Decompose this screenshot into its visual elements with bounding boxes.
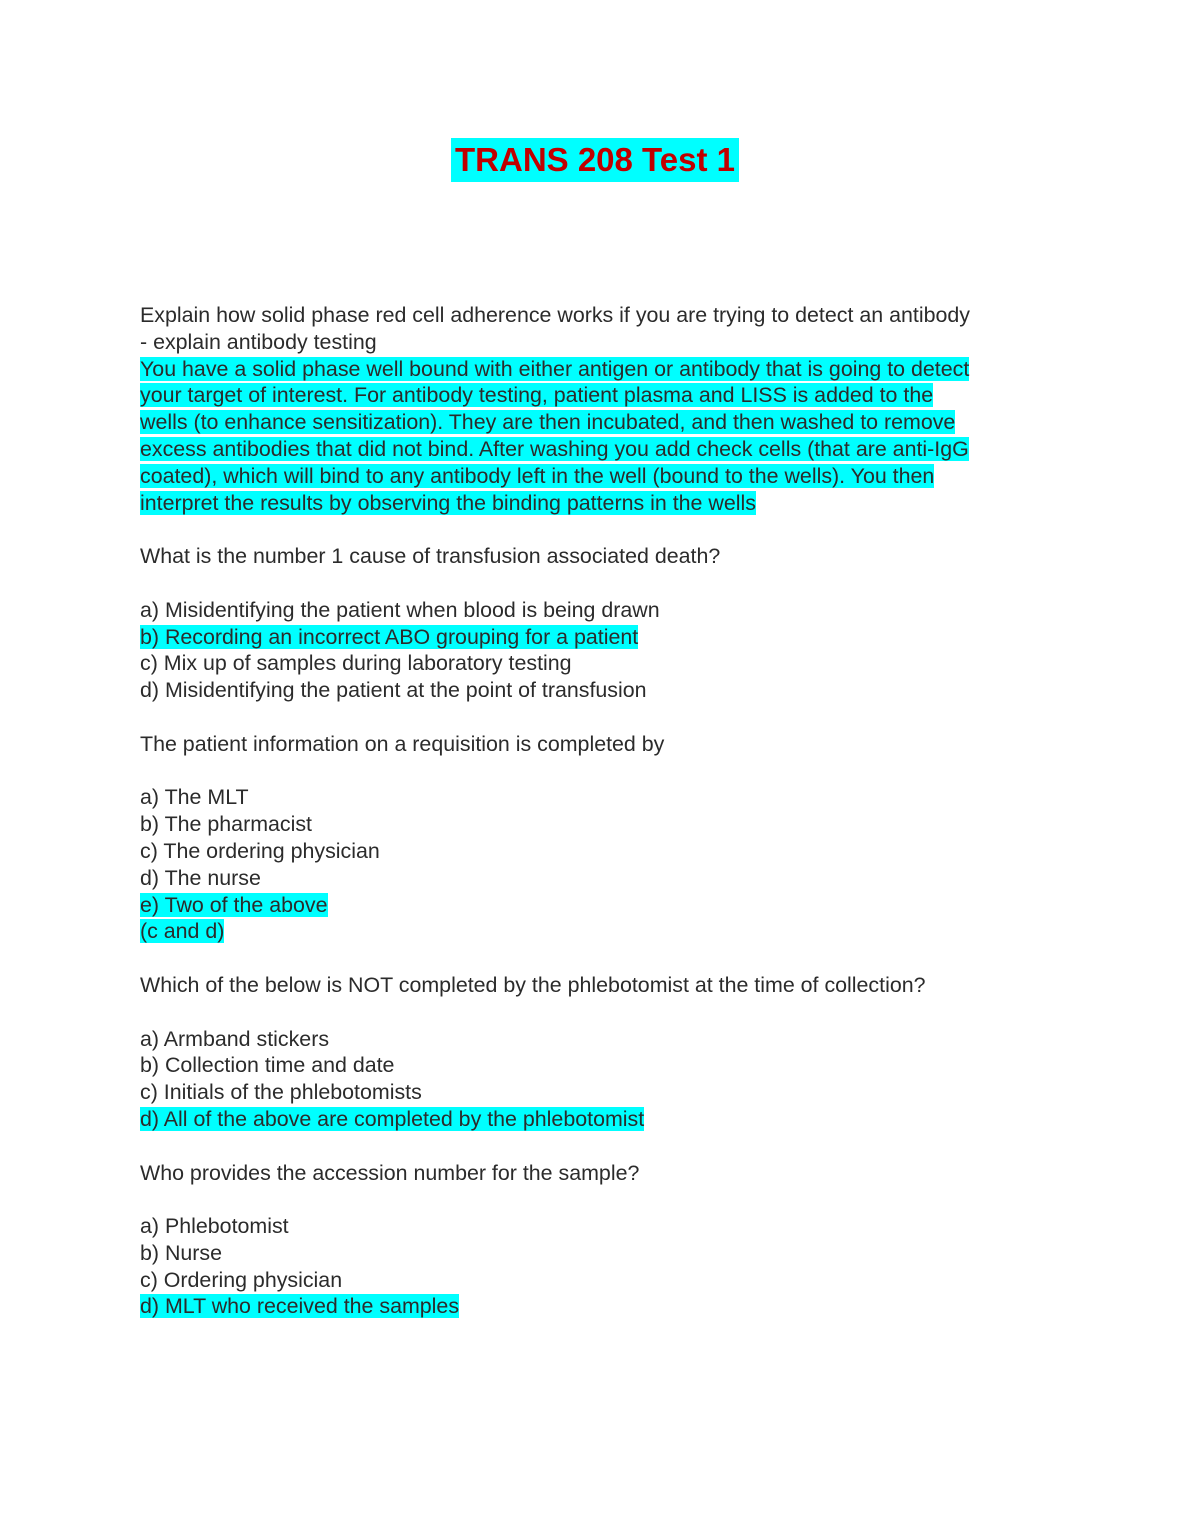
spacer bbox=[140, 999, 1060, 1026]
option-correct bbox=[140, 918, 1060, 945]
question-text: What is the number 1 cause of transfusion associated death? bbox=[140, 544, 721, 569]
highlighted-answer: coated), which will bind to any antibody left in the well (bound to the wells). You then bbox=[140, 463, 935, 488]
spacer bbox=[140, 758, 1060, 785]
question-1 bbox=[140, 302, 1060, 516]
highlighted-answer: (c and d) bbox=[140, 919, 225, 944]
highlighted-answer: b) Recording an incorrect ABO grouping for a patient bbox=[140, 624, 639, 649]
highlighted-answer: You have a solid phase well bound with either antigen or antibody that is going to detect bbox=[140, 356, 970, 381]
option: d) Misidentifying the patient at the point of transfusion bbox=[140, 678, 647, 703]
option-correct bbox=[140, 1106, 1060, 1133]
page-title: TRANS 208 Test 1 bbox=[451, 138, 739, 182]
spacer bbox=[140, 945, 1060, 972]
option: c) Initials of the phlebotomists bbox=[140, 1080, 422, 1105]
option: c) The ordering physician bbox=[140, 838, 380, 863]
option: b) Nurse bbox=[140, 1240, 223, 1265]
answer-line bbox=[140, 463, 1060, 490]
highlighted-answer: d) All of the above are completed by the phlebotomist bbox=[140, 1106, 645, 1131]
question-2 bbox=[140, 543, 1060, 704]
option-correct bbox=[140, 892, 1060, 919]
option: a) Phlebotomist bbox=[140, 1214, 289, 1239]
question-text: Which of the below is NOT completed by the phlebotomist at the time of collection? bbox=[140, 972, 926, 997]
highlighted-answer: wells (to enhance sensitization). They are then incubated, and then washed to remove bbox=[140, 410, 956, 435]
option: c) Ordering physician bbox=[140, 1267, 343, 1292]
question-text: Explain how solid phase red cell adherence works if you are trying to detect an antibody bbox=[140, 303, 970, 327]
highlighted-answer: e) Two of the above bbox=[140, 892, 328, 917]
spacer bbox=[140, 704, 1060, 731]
option: a) Armband stickers bbox=[140, 1026, 330, 1051]
answer-line bbox=[140, 490, 1060, 517]
option: b) Collection time and date bbox=[140, 1053, 395, 1078]
spacer bbox=[140, 516, 1060, 543]
option-correct bbox=[140, 1293, 1060, 1320]
option: a) The MLT bbox=[140, 785, 249, 810]
option: b) The pharmacist bbox=[140, 812, 312, 837]
option-correct bbox=[140, 624, 1060, 651]
spacer bbox=[140, 1186, 1060, 1213]
spacer bbox=[140, 570, 1060, 597]
question-4 bbox=[140, 972, 1060, 1133]
highlighted-answer: your target of interest. For antibody testing, patient plasma and LISS is added to the bbox=[140, 383, 934, 408]
highlighted-answer: interpret the results by observing the binding patterns in the wells bbox=[140, 490, 756, 515]
highlighted-answer: d) MLT who received the samples bbox=[140, 1294, 460, 1319]
answer-line bbox=[140, 356, 1060, 383]
option: c) Mix up of samples during laboratory testing bbox=[140, 651, 572, 676]
question-3 bbox=[140, 731, 1060, 945]
question-text: The patient information on a requisition is completed by bbox=[140, 731, 665, 756]
answer-line bbox=[140, 409, 1060, 436]
highlighted-answer: excess antibodies that did not bind. After washing you add check cells (that are anti-IgG bbox=[140, 436, 969, 461]
answer-line bbox=[140, 436, 1060, 463]
answer-line bbox=[140, 382, 1060, 409]
title-wrap bbox=[0, 138, 1190, 182]
option: a) Misidentifying the patient when blood is being drawn bbox=[140, 597, 660, 622]
question-5 bbox=[140, 1160, 1060, 1321]
spacer bbox=[140, 1133, 1060, 1160]
question-text: - explain antibody testing bbox=[140, 329, 377, 354]
question-text: Who provides the accession number for the sample? bbox=[140, 1160, 640, 1185]
document-body bbox=[140, 302, 1060, 1320]
option: d) The nurse bbox=[140, 865, 261, 890]
